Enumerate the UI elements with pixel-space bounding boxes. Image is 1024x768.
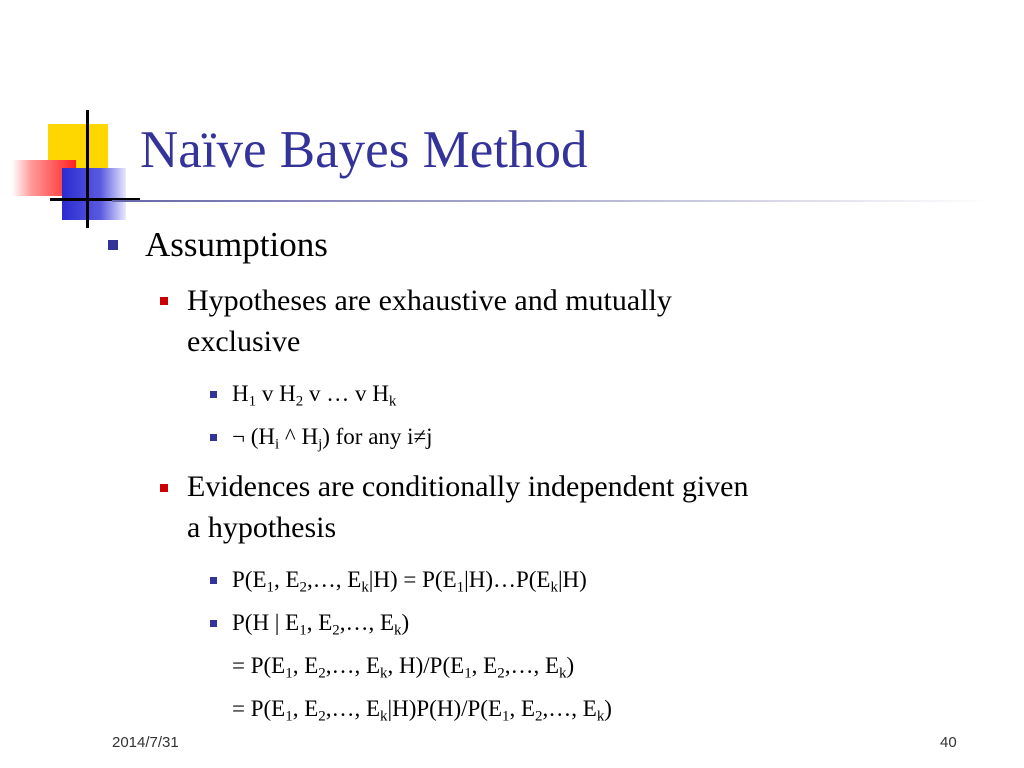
title-underline [112,200,992,202]
bullet-square [160,297,168,305]
hypotheses-exhaustive-formula: $H_1$ v $H_2$ v … v $H_k$ [232,381,397,410]
page-number: 40 [940,734,957,751]
posterior-formula: P(H | $E_1$, $E_2,\dots$, $E_k$) [232,610,410,639]
decorative-logo [0,0,150,230]
footer-date: 2014/7/31 [112,734,179,751]
bullet-square [210,577,217,584]
bullet-hypotheses-line1: Hypotheses are exhaustive and mutually [187,284,672,317]
independence-formula: $P(E_1$, $E_2,\dots$, $E_k|H$) = $P(E_1|H)\dots P(E_k|H)$ [232,567,587,596]
bullet-assumptions: Assumptions [145,225,328,264]
bullet-square [210,434,217,441]
blue-square [62,168,126,220]
bullet-square [210,391,217,398]
logo-vertical-line [86,110,89,228]
bullet-square [210,620,217,627]
bullet-evidences-line1: Evidences are conditionally independent given [187,470,749,503]
bullet-square [160,484,168,492]
posterior-step-2: = $P(E_1$, $E_2,\dots$, $E_k|H)P(H)/P(E_1$, $E_2,\dots$, $E_k$) [232,696,612,725]
slide-title: Naïve Bayes Method [140,121,588,179]
bullet-evidences-line2: a hypothesis [187,511,337,544]
bullet-hypotheses-line2: exclusive [187,325,301,358]
bullet-square [108,240,118,250]
posterior-step-1: = $P(E_1$, $E_2,\dots$, $E_k$, $H)/P(E_1$, $E_2,\dots$, $E_k$) [232,653,575,682]
hypotheses-exclusive-formula: ¬ ($H_i$ ^ $H_j$) for any i≠j [232,424,433,453]
